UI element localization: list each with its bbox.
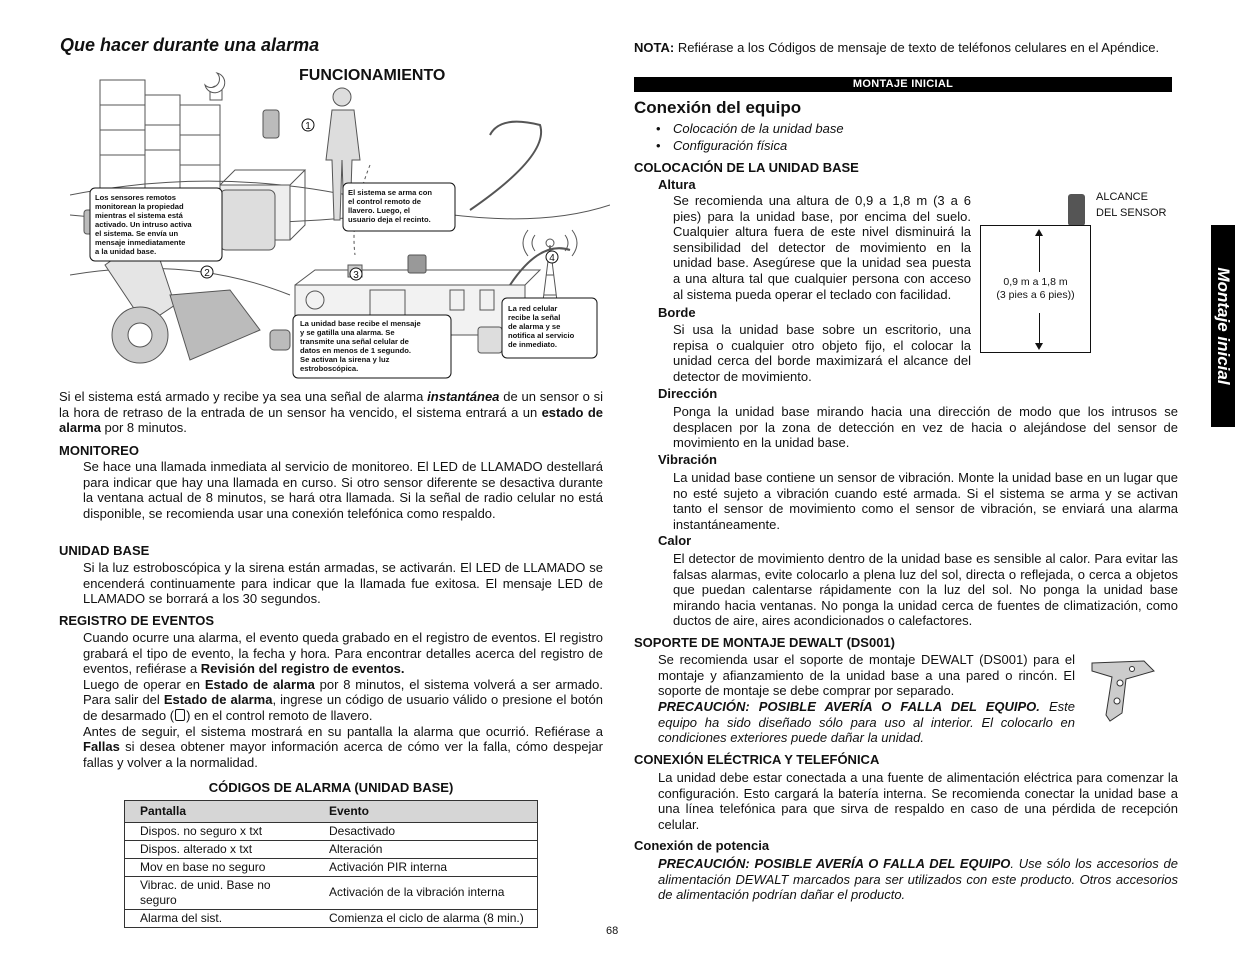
svg-text:el control remoto de: el control remoto de: [348, 197, 421, 206]
step-1-marker: 1: [305, 121, 311, 132]
potencia-caution: PRECAUCIÓN: POSIBLE AVERÍA O FALLA DEL EQUIPO. Use sólo los accesorios de alimentación DEWALT marcados para ser utilizados con este producto. Otros accesorios de alimentación podrían dañar el producto.: [658, 856, 1178, 903]
cell-evento: Alteración: [314, 840, 538, 858]
illustration-heading: FUNCIONAMIENTO: [299, 67, 446, 84]
table-caption: CÓDIGOS DE ALARMA (UNIDAD BASE): [208, 780, 454, 795]
cell-pantalla: Mov en base no seguro: [125, 858, 315, 876]
svg-text:Los sensores remotos: Los sensores remotos: [95, 193, 177, 202]
sensor-label-2: DEL SENSOR: [1096, 207, 1167, 219]
header-evento: Evento: [314, 801, 538, 823]
svg-text:llavero. Luego, el: llavero. Luego, el: [348, 206, 411, 215]
step-2-marker: 2: [204, 268, 210, 279]
altura-heading: Altura: [658, 177, 696, 192]
borde-body: Si usa la unidad base sobre un escritorio, una repisa o cualquier otro objeto fijo, el colocar la unidad cerca del borde maximizará el alcance del detector de movimiento.: [673, 322, 971, 384]
table-row: [125, 822, 538, 840]
height-label-1: 0,9 m a 1,8 m: [1003, 276, 1068, 288]
monitoreo-heading: MONITOREO: [59, 443, 139, 458]
monitoreo-body: Se hace una llamada inmediata al servicio de monitoreo. El LED de LLAMADO destellará para indicar que hay una llamada en curso. Si otro sensor diferente se desactiva durante la ventana actual de 8 minutos, se hará otra llamada. Si la señal de radio celular no está disponible, se recomienda usar una conexión telefónica como respaldo.: [83, 459, 603, 521]
borde-heading: Borde: [658, 305, 696, 320]
svg-text:transmite una señal celular de: transmite una señal celular de: [300, 337, 409, 346]
svg-text:El sistema se arma con: El sistema se arma con: [348, 188, 432, 197]
registro-paragraph-2: Luego de operar en Estado de alarma por 8 minutos, el sistema volverá a ser armado. Para salir del Estado de alarma, ingrese un código de usuario válido o presione el botón de desarmado ( ) en el control remoto de llavero.: [83, 676, 604, 723]
svg-text:La unidad base recibe el mensa: La unidad base recibe el mensaje: [300, 319, 421, 328]
step-3-marker: 3: [353, 270, 359, 281]
cell-evento: Activación PIR interna: [314, 858, 538, 876]
down-arrowhead-icon: [1035, 343, 1043, 350]
soporte-body: Se recomienda usar el soporte de montaje DEWALT (DS001) para el montaje y afianzamiento de la unidad base a una pared o rincón. El soporte de montaje se debe comprar por separado.: [658, 652, 1075, 699]
soporte-heading: SOPORTE DE MONTAJE DEWALT (DS001): [634, 635, 895, 650]
direccion-body: Ponga la unidad base mirando hacia una dirección de modo que los intrusos se desplacen por la zona de detección en vez de hacia o alejándose del sensor de movimiento en la unidad base.: [673, 404, 1178, 451]
callout-sensors: [95, 193, 192, 256]
side-tab: [1211, 225, 1235, 427]
svg-text:estroboscópica.: estroboscópica.: [300, 364, 359, 373]
bullet-list: [656, 121, 844, 153]
up-arrowhead-icon: [1035, 229, 1043, 236]
vibracion-body: La unidad base contiene un sensor de vibración. Monte la unidad base en un lugar que no esté sujeto a vibración cuando esté armada. Si el sistema se arma y se activan tanto el sensor de movimiento como el sensor de vibración, se enviará una alarma instantáneamente.: [673, 470, 1178, 532]
conexion-body: La unidad debe estar conectada a una fuente de alimentación eléctrica para comenzar la configuración. Esto cargará la batería interna. Se recomienda conectar la unidad base a una línea telefónica para que sirva de respaldo en caso de una pérdida de recepción celular.: [658, 770, 1178, 832]
svg-text:datos en menos de 1 segundo.: datos en menos de 1 segundo.: [300, 346, 411, 355]
bullet-item: • Colocación de la unidad base: [656, 121, 844, 137]
svg-text:de inmediato.: de inmediato.: [508, 340, 557, 349]
colocacion-heading: COLOCACIÓN DE LA UNIDAD BASE: [634, 160, 859, 175]
table-row: [125, 909, 538, 927]
lock-icon: [175, 709, 185, 721]
height-label-2: (3 pies a 6 pies)): [996, 289, 1075, 301]
cell-pantalla: Dispos. no seguro x txt: [125, 822, 315, 840]
unidad-base-body: Si la luz estroboscópica y la sirena están armadas, se activarán. El LED de LLAMADO se encenderá continuamente para indicar que la llamada fue exitosa. El mensaje LED de LLAMADO se borrará a los 30 segundos.: [83, 560, 603, 607]
section-title: Que hacer durante una alarma: [60, 35, 320, 55]
svg-text:mientras el sistema está: mientras el sistema está: [95, 211, 183, 220]
svg-text:y se gatilla una alarma. Se: y se gatilla una alarma. Se: [300, 328, 395, 337]
svg-text:activado. Un intruso activa: activado. Un intruso activa: [95, 220, 192, 229]
direccion-heading: Dirección: [658, 386, 718, 401]
step-4-marker: 4: [549, 253, 555, 264]
calor-body: El detector de movimiento dentro de la unidad base es sensible al calor. Para evitar las falsas alarmas, evite colocarlo a plena luz del sol, directa o reflejada, o cerca a objetos que puedan calentarse rápidamente con la luz del sol. No ponga la unidad base mirando hacia ventanas. No ponga la unidad cerca de fuentes de climatización, como ductos de aire, aires acondicionados o calefactores.: [673, 551, 1178, 629]
svg-text:de alarma y se: de alarma y se: [508, 322, 561, 331]
svg-text:recibe la señal: recibe la señal: [508, 313, 561, 322]
equipment-connection-title: Conexión del equipo: [634, 98, 802, 117]
nota-paragraph: NOTA: Refiérase a los Códigos de mensaje de texto de teléfonos celulares en el Apéndice.: [634, 40, 1160, 55]
sensor-range-diagram: [980, 185, 1190, 355]
svg-text:monitorean la propiedad: monitorean la propiedad: [95, 202, 184, 211]
cell-pantalla: Alarma del sist.: [125, 909, 315, 927]
side-tab-label: Montaje inicial: [1213, 267, 1233, 385]
svg-text:Se activan la sirena y luz: Se activan la sirena y luz: [300, 355, 390, 364]
registro-paragraph-1: Cuando ocurre una alarma, el evento queda grabado en el registro de eventos. El registro grabará el tipo de evento, la fecha y hora. Para encontrar detalles acerca del registro de eventos, refiérase a Revisión del registro de eventos.: [83, 630, 603, 677]
potencia-heading: Conexión de potencia: [634, 838, 770, 853]
down-arrow-icon: [1039, 313, 1040, 347]
cell-pantalla: Dispos. alterado x txt: [125, 840, 315, 858]
svg-text:La red celular: La red celular: [508, 304, 558, 313]
cell-evento: Comienza el ciclo de alarma (8 min.): [314, 909, 538, 927]
sensor-label-1: ALCANCE: [1096, 191, 1148, 203]
alarm-codes-table: [124, 800, 538, 928]
table-row: [125, 840, 538, 858]
registro-body: [83, 630, 603, 770]
vibracion-heading: Vibración: [658, 452, 718, 467]
cell-evento: Activación de la vibración interna: [314, 876, 538, 909]
table-header-row: [125, 801, 538, 823]
svg-text:usuario deja el recinto.: usuario deja el recinto.: [348, 215, 431, 224]
base-unit-icon: [1068, 194, 1085, 226]
registro-heading: REGISTRO DE EVENTOS: [59, 613, 215, 628]
soporte-caution: PRECAUCIÓN: POSIBLE AVERÍA O FALLA DEL EQUIPO. Este equipo ha sido diseñado sólo para uso al interior. El colocarlo en condiciones exteriores puede dañar la unidad.: [658, 699, 1075, 746]
cell-evento: Desactivado: [314, 822, 538, 840]
section-bar: MONTAJE INICIAL: [634, 77, 1172, 92]
funcionamiento-illustration: [70, 65, 610, 383]
conexion-heading: CONEXIÓN ELÉCTRICA Y TELEFÓNICA: [634, 752, 880, 767]
unidad-base-heading: UNIDAD BASE: [59, 543, 150, 558]
table-row: [125, 858, 538, 876]
mounting-bracket-icon: [1086, 655, 1158, 725]
intro-paragraph: Si el sistema está armado y recibe ya sea una señal de alarma instantánea de un sensor o si la hora de retraso de la entrada de un sensor ha vencido, el sistema entrará a un estado de alarma por 8 minutos.: [59, 389, 604, 436]
header-pantalla: Pantalla: [125, 801, 315, 823]
svg-text:el sistema. Se envía un: el sistema. Se envía un: [95, 229, 179, 238]
svg-text:a la unidad base.: a la unidad base.: [95, 247, 157, 256]
table-row: [125, 876, 538, 909]
page-number: 68: [606, 925, 619, 937]
calor-heading: Calor: [658, 533, 692, 548]
altura-body: Se recomienda una altura de 0,9 a 1,8 m (3 a 6 pies) para la unidad base, por encima del suelo. Cualquier altura fuera de este nivel disminuirá la sensibilidad del detector de movimiento en la unidad base. Asegúrese que la unidad sea puesta a una altura tal que cualquier persona con acceso al sistema pueda operar el teclado con facilidad.: [673, 193, 971, 302]
cell-pantalla: Vibrac. de unid. Base no seguro: [125, 876, 315, 909]
bullet-item: • Configuración física: [656, 138, 844, 154]
svg-text:mensaje inmediatamente: mensaje inmediatamente: [95, 238, 186, 247]
up-arrow-icon: [1039, 232, 1040, 272]
registro-paragraph-3: Antes de seguir, el sistema mostrará en su pantalla la alarma que ocurrió. Refiérase a Fallas si desea obtener mayor información acerca de cómo ver la falla, cómo despejar fallas y volver a la normalidad.: [83, 723, 603, 770]
svg-text:notifica al servicio: notifica al servicio: [508, 331, 575, 340]
